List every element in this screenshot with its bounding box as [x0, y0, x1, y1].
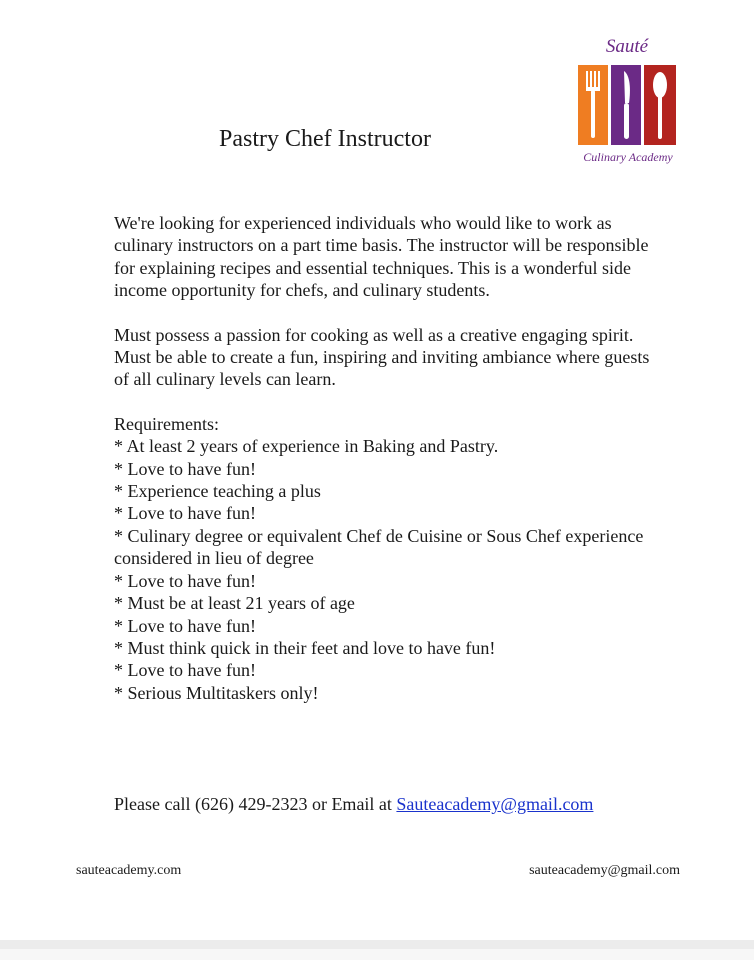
requirement-item: * Love to have fun!: [114, 570, 256, 591]
intro-paragraph: We're looking for experienced individuals who would like to work as culinary instructors on a part time basis. The instructor will be responsible for explaining recipes and essential techniques. This is a wonderful side income opportunity for chefs, and culinary students.: [114, 213, 649, 301]
requirement-item: * Love to have fun!: [114, 503, 256, 524]
requirement-item: * Experience teaching a plus: [114, 481, 321, 502]
logo-top-text: Sauté: [605, 36, 649, 57]
requirement-item: * Love to have fun!: [114, 660, 256, 681]
requirement-item: * Love to have fun!: [114, 615, 256, 636]
utensils-logo-icon: [578, 65, 676, 145]
requirement-item: * Must think quick in their feet and love to have fun!: [114, 637, 496, 658]
requirements-list: [114, 435, 654, 704]
logo-bottom-text: Culinary Academy: [583, 150, 673, 164]
passion-paragraph: Must possess a passion for cooking as well as a creative engaging spirit. Must be able to create a fun, inspiring and inviting ambiance where guests of all culinary levels can learn.: [114, 324, 650, 390]
contact-text: Please call (626) 429-2323 or Email at: [114, 794, 397, 814]
requirement-item: * Serious Multitaskers only!: [114, 682, 319, 703]
sautee-logo: [572, 34, 684, 170]
page-title: Pastry Chef Instructor: [219, 126, 431, 152]
contact-email-link[interactable]: Sauteacademy@gmail.com: [396, 794, 594, 814]
requirement-item: * At least 2 years of experience in Baking and Pastry.: [114, 436, 499, 457]
requirements-section: [114, 413, 654, 704]
contact-line: [114, 794, 593, 815]
job-description: [114, 212, 654, 704]
page-bottom-gap: [0, 940, 754, 960]
requirement-item: * Culinary degree or equivalent Chef de Cuisine or Sous Chef experience considered in lieu of degree: [114, 525, 644, 569]
requirement-item: * Love to have fun!: [114, 458, 256, 479]
requirements-heading: Requirements:: [114, 413, 219, 434]
footer-email: sauteacademy@gmail.com: [529, 863, 680, 878]
requirement-item: * Must be at least 21 years of age: [114, 593, 355, 614]
footer-website: sauteacademy.com: [76, 863, 182, 878]
